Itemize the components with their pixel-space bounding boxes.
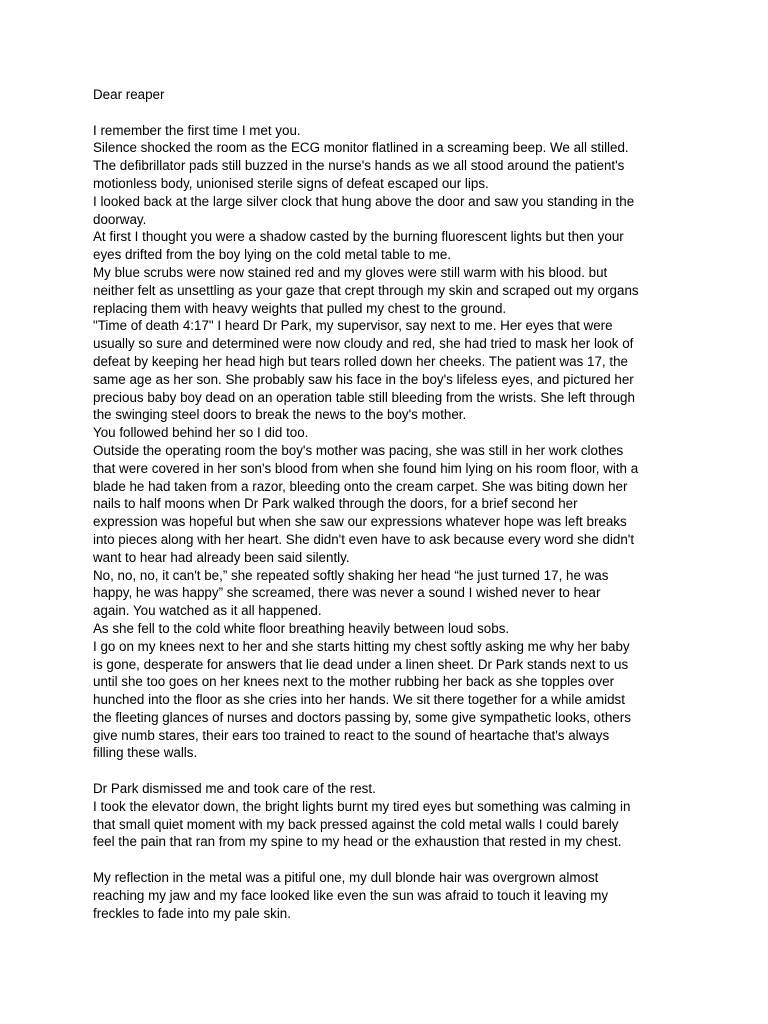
blank-line <box>93 762 673 780</box>
text-line: At first I thought you were a shadow casted by the burning fluorescent lights but then your <box>93 229 624 245</box>
text-line: I remember the first time I met you. <box>93 122 301 138</box>
text-line: My reflection in the metal was a pitiful one, my dull blonde hair was overgrown almost <box>93 870 599 886</box>
text-line: hunched into the floor as she cries into her hands. We sit there together for a while amidst <box>93 692 625 708</box>
text-line: No, no, no, it can't be,” she repeated softly shaking her head “he just turned 17, he was <box>93 567 609 583</box>
text-line: the swinging steel doors to break the news to the boy's mother. <box>93 407 467 423</box>
text-line: reaching my jaw and my face looked like even the sun was afraid to touch it leaving my <box>93 887 609 903</box>
text-line: that were covered in her son's blood from when she found him lying on his room floor, with a <box>93 460 639 476</box>
text-line: until she too goes on her knees next to the mother rubbing her back as she topples over <box>93 674 615 690</box>
text-line: eyes drifted from the boy lying on the cold metal table to me. <box>93 247 452 263</box>
text-line: nails to half moons when Dr Park walked through the doors, for a brief second her <box>93 496 578 512</box>
text-line: Outside the operating room the boy's mother was pacing, she was still in her work clothes <box>93 442 624 458</box>
text-line: defeat by keeping her head high but tears rolled down her cheeks. The patient was 17, the <box>93 353 628 369</box>
text-line: I looked back at the large silver clock that hung above the door and saw you standing in the <box>93 193 635 209</box>
text-line: same age as her son. She probably saw his face in the boy's lifeless eyes, and pictured her <box>93 371 634 387</box>
text-line: You followed behind her so I did too. <box>93 425 309 441</box>
text-line: replacing them with heavy weights that pulled my chest to the ground. <box>93 300 507 316</box>
text-line: Dr Park dismissed me and took care of the rest. <box>93 781 376 797</box>
text-line: precious baby boy dead on an operation table still bleeding from the wrists. She left through <box>93 389 635 405</box>
text-line: the fleeting glances of nurses and doctors passing by, some give sympathetic looks, others <box>93 709 631 725</box>
text-line: As she fell to the cold white floor breathing heavily between loud sobs. <box>93 620 510 636</box>
text-line: Silence shocked the room as the ECG monitor flatlined in a screaming beep. We all stilled. <box>93 140 629 156</box>
text-line: usually so sure and determined were now cloudy and red, she had tried to mask her look of <box>93 336 634 352</box>
text-line: feel the pain that ran from my spine to my head or the exhaustion that rested in my chest. <box>93 834 622 850</box>
text-line: doorway. <box>93 211 147 227</box>
text-line: happy, he was happy” she screamed, there was never a sound I wished never to hear <box>93 585 601 601</box>
text-line: motionless body, unionised sterile signs of defeat escaped our lips. <box>93 175 489 191</box>
blank-line <box>93 104 673 122</box>
text-line: My blue scrubs were now stained red and my gloves were still warm with his blood. but <box>93 264 608 280</box>
text-line: blade he had taken from a razor, bleeding onto the cream carpet. She was biting down her <box>93 478 628 494</box>
text-line: expression was hopeful but when she saw our expressions whatever hope was left breaks <box>93 514 627 530</box>
text-line: freckles to fade into my pale skin. <box>93 905 291 921</box>
text-line: I took the elevator down, the bright lights burnt my tired eyes but something was calming in <box>93 798 631 814</box>
text-line: into pieces along with her heart. She didn't even have to ask because every word she didn't <box>93 531 635 547</box>
text-line: The defibrillator pads still buzzed in the nurse's hands as we all stood around the patient's <box>93 158 625 174</box>
letter-salutation: Dear reaper <box>93 87 165 102</box>
text-line: give numb stares, their ears too trained to react to the sound of heartache that's always <box>93 727 610 743</box>
blank-line <box>93 851 673 869</box>
text-line: is gone, desperate for answers that lie dead under a linen sheet. Dr Park stands next to us <box>93 656 629 672</box>
text-line: filling these walls. <box>93 745 198 761</box>
text-line: want to hear had already been said silently. <box>93 549 350 565</box>
document-page <box>93 86 673 922</box>
text-line: "Time of death 4:17" I heard Dr Park, my supervisor, say next to me. Her eyes that were <box>93 318 613 334</box>
text-line: again. You watched as it all happened. <box>93 603 322 619</box>
text-line: neither felt as unsettling as your gaze that crept through my skin and scraped out my organs <box>93 282 639 298</box>
text-line: that small quiet moment with my back pressed against the cold metal walls I could barely <box>93 816 619 832</box>
text-line: I go on my knees next to her and she starts hitting my chest softly asking me why her baby <box>93 638 630 654</box>
